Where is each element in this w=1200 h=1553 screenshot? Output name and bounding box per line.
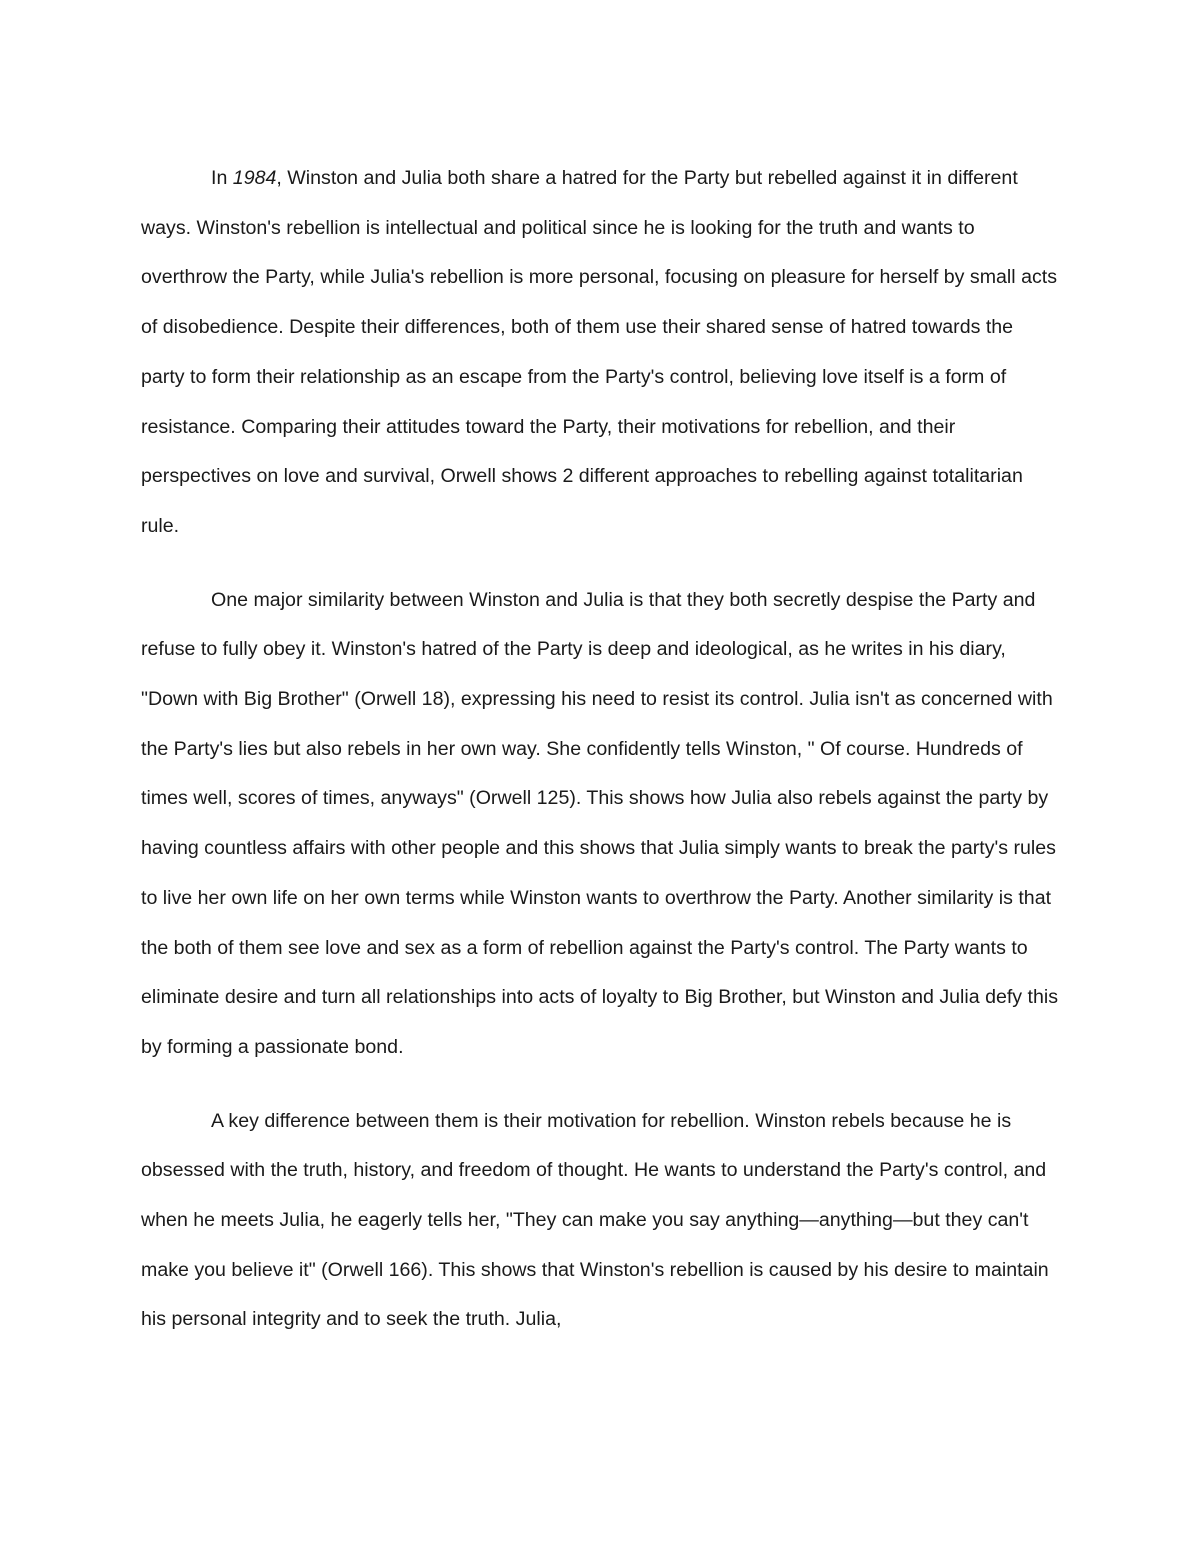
document-body (141, 154, 1061, 1345)
book-title-reference: 1984 (232, 167, 277, 189)
paragraph-intro-lead: In (211, 167, 233, 189)
paragraph-difference: A key difference between them is their motivation for rebellion. Winston rebels because he is obsessed with the truth, history, and freedom of thought. He wants to understand the Party's control, and when he meets Julia, he eagerly tells her, "They can make you say anything—anything—but they can't make you believe it" (Orwell 166). This shows that Winston's rebellion is caused by his desire to maintain his personal integrity and to seek the truth. Julia, (141, 1109, 1049, 1331)
paragraph-similarity: One major similarity between Winston and Julia is that they both secretly despise the Party and refuse to fully obey it. Winston's hatred of the Party is deep and ideological, as he writes in his diary, "Down with Big Brother" (Orwell 18), expressing his need to resist its control. Julia isn't as concerned with the Party's lies but also rebels in her own way. She confidently tells Winston, " Of course. Hundreds of times well, scores of times, anyways" (Orwell 125). This shows how Julia also rebels against the party by having countless affairs with other people and this shows that Julia simply wants to break the party's rules to live her own life on her own terms while Winston wants to overthrow the Party. Another similarity is that the both of them see love and sex as a form of rebellion against the Party's control. The Party wants to eliminate desire and turn all relationships into acts of loyalty to Big Brother, but Winston and Julia defy this by forming a passionate bond. (141, 588, 1059, 1058)
paragraph-intro (141, 154, 1061, 552)
paragraph-intro-text: , Winston and Julia both share a hatred for the Party but rebelled against it in different ways. Winston's rebellion is intellectual and political since he is looking for the truth and wants to overthrow the Party, while Julia's rebellion is more personal, focusing on pleasure for herself by small acts of disobedience. Despite their differences, both of them use their shared sense of hatred towards the party to form their relationship as an escape from the Party's control, believing love itself is a form of resistance. Comparing their attitudes toward the Party, their motivations for rebellion, and their perspectives on love and survival, Orwell shows 2 different approaches to rebelling against totalitarian rule. (141, 167, 1057, 537)
